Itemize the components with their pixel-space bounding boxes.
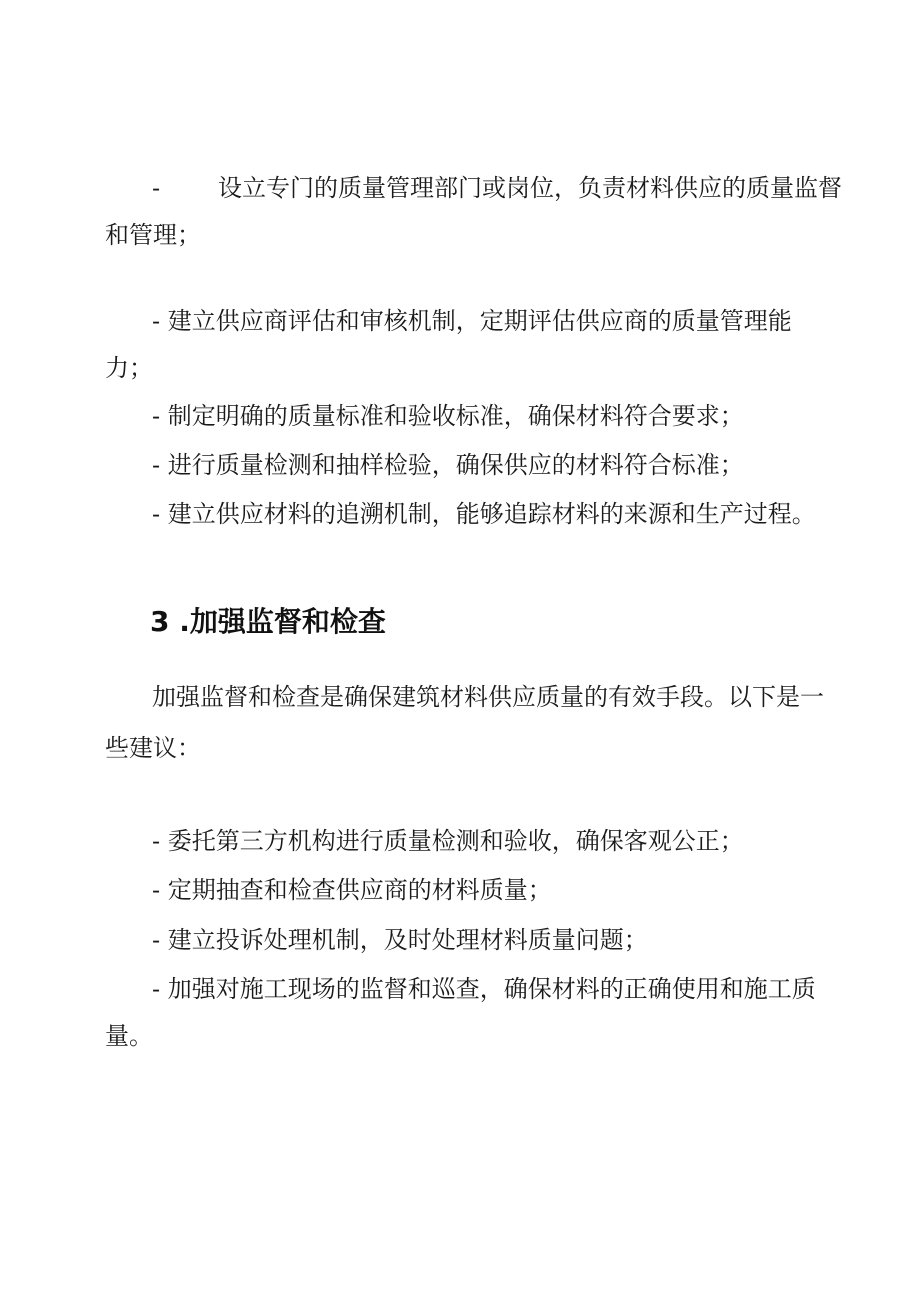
list-item-text-continued: 力；: [105, 354, 153, 382]
section-heading: 3 .加强监督和检查: [150, 605, 386, 638]
list-item: - 委托第三方机构进行质量检测和验收，确保客观公正；: [152, 827, 744, 855]
list-item-text-continued: 量。: [105, 1022, 153, 1050]
list-item-text: - 加强对施工现场的监督和巡查，确保材料的正确使用和施工质: [152, 975, 816, 1003]
list-item-text: - 建立供应商评估和审核机制，定期评估供应商的质量管理能: [152, 307, 792, 335]
list-item: - 进行质量检测和抽样检验，确保供应的材料符合标准；: [152, 451, 744, 479]
list-item: - 定期抽查和检查供应商的材料质量；: [152, 876, 552, 904]
paragraph-line: 加强监督和检查是确保建筑材料供应质量的有效手段。以下是一: [152, 683, 824, 711]
list-item-text: 设立专门的质量管理部门或岗位，负责材料供应的质量监督: [218, 174, 842, 202]
list-item: - 建立投诉处理机制，及时处理材料质量问题；: [152, 926, 648, 954]
list-item: - 建立供应材料的追溯机制，能够追踪材料的来源和生产过程。: [152, 500, 816, 528]
paragraph-line: 些建议：: [105, 734, 201, 762]
list-bullet: -: [152, 174, 161, 202]
list-item-text-continued: 和管理；: [105, 221, 201, 249]
list-item: - 制定明确的质量标准和验收标准，确保材料符合要求；: [152, 402, 744, 430]
